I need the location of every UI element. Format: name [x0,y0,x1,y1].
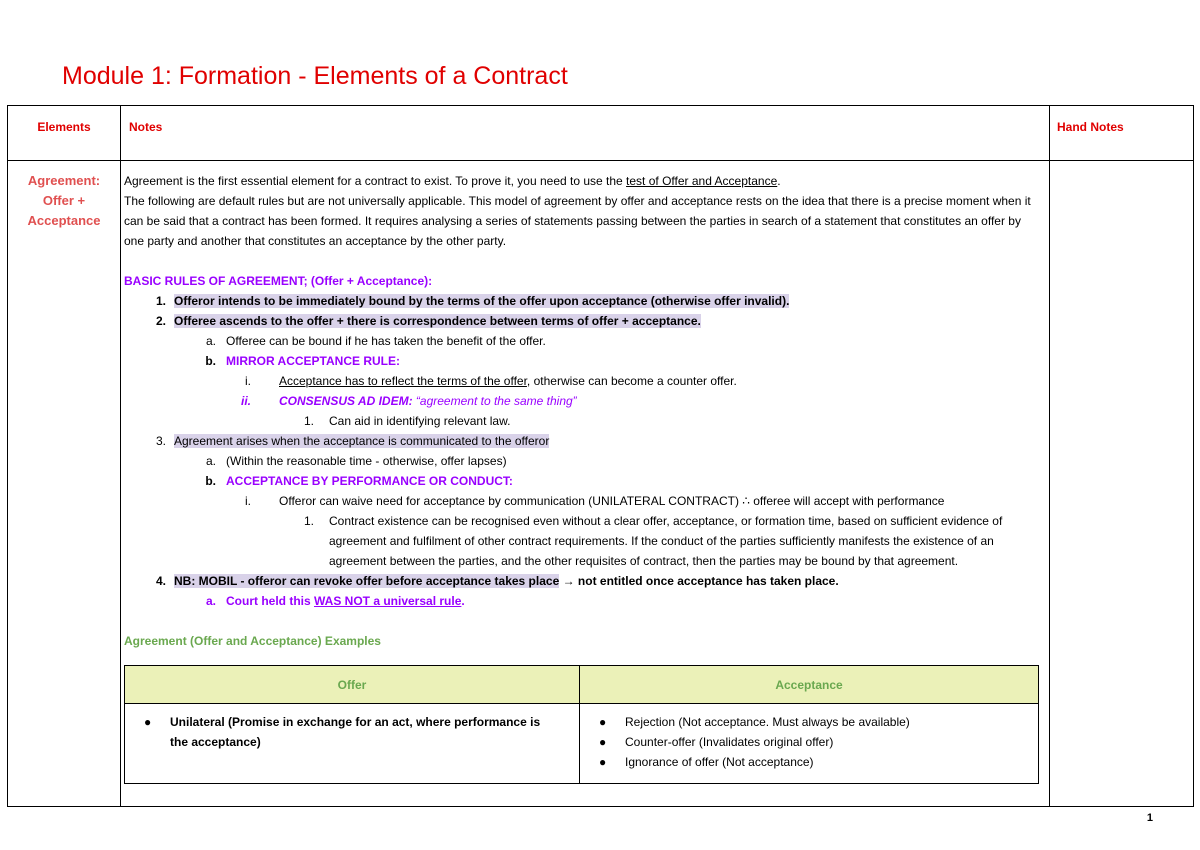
rule-3b [124,471,1049,491]
acceptance-cell [580,704,1039,784]
rule-4a-text: Court held this [226,594,314,608]
element-cell [8,161,121,807]
rule-2b [124,351,1049,371]
rule-1-text: Offeror intends to be immediately bound by the terms of the offer upon acceptance (otherwise offer invalid). [174,294,790,308]
offer-item-text: Unilateral (Promise in exchange for an act, where performance is the acceptance) [170,715,541,749]
element-label [8,171,120,231]
rule-3a-number: a. [205,454,216,468]
intro-paragraph-2: The following are default rules but are not universally applicable. This model of agreement by offer and acceptance rests on the idea that there is a precise moment when it can be said that a contract has been formed. It requires analysing a series of statements passing between the parties in search of a statement that constitutes an offer by one party and another that constitutes an acceptance by the other party. [124,194,1031,248]
rules-heading: BASIC RULES OF AGREEMENT; (Offer + Acceptance): [124,274,433,288]
rule-3-text: Agreement arises when the acceptance is communicated to the offeror [174,434,550,448]
rule-2 [124,311,1049,331]
hand-notes-cell[interactable] [1050,161,1194,807]
page-title: Module 1: Formation - Elements of a Contract [62,62,568,90]
rule-2b-i-text: , otherwise can become a counter offer. [526,374,737,388]
rule-4-number: 4. [155,574,166,588]
acceptance-item-text: Counter-offer (Invalidates original offer) [625,735,834,749]
rule-2a-text: Offeree can be bound if he has taken the benefit of the offer. [226,334,546,348]
rule-2b-ii-1-text: Can aid in identifying relevant law. [329,414,511,428]
rule-3b-number: b. [205,474,216,488]
rule-3b-i [124,491,1049,511]
element-line-2: Offer + [42,193,86,208]
acceptance-column-header: Acceptance [580,666,1039,704]
table-header-row [8,106,1194,161]
notes-cell [121,161,1050,807]
list-item: ● Counter-offer (Invalidates original offer) [599,735,834,749]
rule-4a-underlined: WAS NOT a universal rule [314,594,462,608]
rule-2b-text: MIRROR ACCEPTANCE RULE: [226,354,400,368]
rule-3a-text: (Within the reasonable time - otherwise, offer lapses) [226,454,507,468]
intro-text: Agreement is the first essential element for a contract to exist. To prove it, you need to use the [124,174,627,188]
rule-3a [124,451,1049,471]
rule-4-highlight: NB: MOBIL - offeror can revoke offer before acceptance takes place [174,574,560,588]
element-line-3: Acceptance [27,213,101,228]
rule-3b-i-1-text: Contract existence can be recognised even without a clear offer, acceptance, or formation time, based on sufficient evidence of agreement and fulfilment of other contract requirements. If the conduct of the parties sufficiently manifests the existence of an agreement between the parties, and the other requisites of contract, then the parties may be bound by that agreement. [329,514,1003,568]
rule-2-number: 2. [155,314,166,328]
rule-3b-i-number: i. [245,494,251,508]
list-item: ● Rejection (Not acceptance. Must always be available) [599,715,910,729]
rule-2b-i-number: i. [245,374,251,388]
intro-paragraph-1 [124,171,1049,191]
offer-cell [125,704,580,784]
examples-header-row [125,666,1039,704]
rule-2b-ii-label: CONSENSUS AD IDEM: [279,394,413,408]
header-hand-notes: Hand Notes [1050,106,1194,161]
rule-2b-ii-1-number: 1. [303,414,314,428]
examples-body-row [125,704,1039,784]
acceptance-item-text: Rejection (Not acceptance. Must always be available) [625,715,910,729]
rule-3b-i-1 [124,511,1035,571]
rule-2-text: Offeree ascends to the offer + there is correspondence between terms of offer + acceptance. [174,314,701,328]
element-line-1: Agreement: [27,173,101,188]
rule-2b-i [124,371,1049,391]
rule-4 [124,571,1049,591]
page-number: 1 [1146,812,1153,824]
rule-4a-period: . [461,594,465,608]
intro-period: . [777,174,781,188]
offer-column-header: Offer [125,666,580,704]
examples-heading: Agreement (Offer and Acceptance) Examples [124,634,381,648]
list-item: ● Ignorance of offer (Not acceptance) [599,755,814,769]
rule-2b-ii-1 [124,411,1049,431]
acceptance-item-text: Ignorance of offer (Not acceptance) [625,755,814,769]
rule-2b-ii-text: “agreement to the same thing” [412,394,577,408]
rule-4a [124,591,1049,611]
header-elements: Elements [8,106,121,161]
rule-2a-number: a. [205,334,216,348]
rule-3 [124,431,1049,451]
rule-4a-number: a. [205,594,216,608]
rule-3-number: 3. [155,434,166,448]
rule-2b-ii [124,391,1049,411]
table-row [8,161,1194,807]
rule-2b-number: b. [205,354,216,368]
examples-table [124,665,1039,784]
rule-3b-i-text: Offeror can waive need for acceptance by communication (UNILATERAL CONTRACT) ∴ offeree will accept with performance [279,494,945,508]
rule-3b-i-1-number: 1. [303,514,314,528]
rule-1-number: 1. [155,294,166,308]
header-notes: Notes [121,106,1050,161]
rule-2b-ii-number: ii. [240,394,251,408]
test-link[interactable]: test of Offer and Acceptance [626,174,778,188]
rule-2b-i-underlined: Acceptance has to reflect the terms of the offer [279,374,527,388]
elements-table [7,105,1194,807]
rule-4-text: → not entitled once acceptance has taken place. [559,574,839,588]
list-item: ● Unilateral (Promise in exchange for an act, where performance is the acceptance) [144,715,541,749]
rule-2a [124,331,1049,351]
rule-3b-text: ACCEPTANCE BY PERFORMANCE OR CONDUCT: [226,474,513,488]
rule-1 [124,291,1049,311]
